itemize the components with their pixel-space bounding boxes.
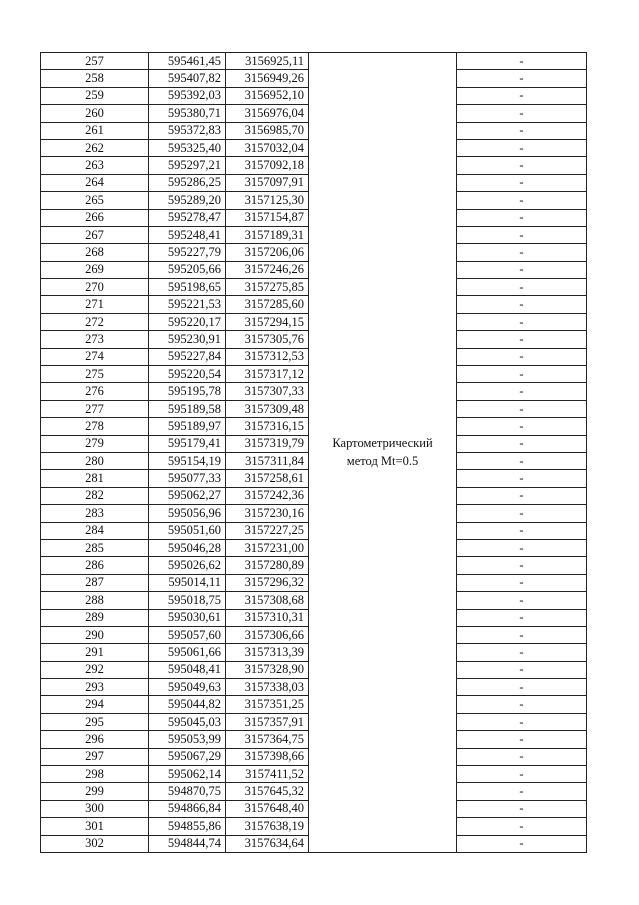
x-coordinate-cell: 595048,41 [149, 661, 226, 678]
point-number-cell: 302 [41, 835, 149, 852]
y-coordinate-cell: 3157398,66 [226, 748, 309, 765]
x-coordinate-cell: 595380,71 [149, 105, 226, 122]
note-cell: - [457, 366, 587, 383]
y-coordinate-cell: 3157154,87 [226, 209, 309, 226]
note-cell: - [457, 783, 587, 800]
x-coordinate-cell: 595407,82 [149, 70, 226, 87]
x-coordinate-cell: 595227,79 [149, 244, 226, 261]
x-coordinate-cell: 595461,45 [149, 53, 226, 70]
note-cell: - [457, 748, 587, 765]
point-number-cell: 266 [41, 209, 149, 226]
y-coordinate-cell: 3157310,31 [226, 609, 309, 626]
note-cell: - [457, 418, 587, 435]
point-number-cell: 281 [41, 470, 149, 487]
note-cell: - [457, 209, 587, 226]
y-coordinate-cell: 3157258,61 [226, 470, 309, 487]
y-coordinate-cell: 3156985,70 [226, 122, 309, 139]
x-coordinate-cell: 595051,60 [149, 522, 226, 539]
y-coordinate-cell: 3156952,10 [226, 87, 309, 104]
x-coordinate-cell: 595077,33 [149, 470, 226, 487]
point-number-cell: 264 [41, 174, 149, 191]
note-cell: - [457, 470, 587, 487]
note-cell: - [457, 122, 587, 139]
y-coordinate-cell: 3157306,66 [226, 626, 309, 643]
x-coordinate-cell: 595325,40 [149, 139, 226, 156]
y-coordinate-cell: 3157328,90 [226, 661, 309, 678]
note-cell: - [457, 331, 587, 348]
point-number-cell: 285 [41, 539, 149, 556]
y-coordinate-cell: 3157294,15 [226, 313, 309, 330]
point-number-cell: 291 [41, 644, 149, 661]
x-coordinate-cell: 595057,60 [149, 626, 226, 643]
x-coordinate-cell: 595046,28 [149, 539, 226, 556]
note-cell: - [457, 313, 587, 330]
x-coordinate-cell: 595044,82 [149, 696, 226, 713]
y-coordinate-cell: 3157316,15 [226, 418, 309, 435]
x-coordinate-cell: 595189,97 [149, 418, 226, 435]
y-coordinate-cell: 3157285,60 [226, 296, 309, 313]
point-number-cell: 259 [41, 87, 149, 104]
point-number-cell: 283 [41, 505, 149, 522]
y-coordinate-cell: 3157097,91 [226, 174, 309, 191]
note-cell: - [457, 452, 587, 469]
x-coordinate-cell: 595018,75 [149, 592, 226, 609]
y-coordinate-cell: 3157311,84 [226, 452, 309, 469]
y-coordinate-cell: 3157357,91 [226, 713, 309, 730]
point-number-cell: 295 [41, 713, 149, 730]
y-coordinate-cell: 3157032,04 [226, 139, 309, 156]
x-coordinate-cell: 595230,91 [149, 331, 226, 348]
note-cell: - [457, 505, 587, 522]
point-number-cell: 270 [41, 279, 149, 296]
point-number-cell: 293 [41, 679, 149, 696]
y-coordinate-cell: 3157189,31 [226, 226, 309, 243]
point-number-cell: 294 [41, 696, 149, 713]
note-cell: - [457, 800, 587, 817]
point-number-cell: 258 [41, 70, 149, 87]
y-coordinate-cell: 3157242,36 [226, 487, 309, 504]
point-number-cell: 262 [41, 139, 149, 156]
point-number-cell: 290 [41, 626, 149, 643]
note-cell: - [457, 296, 587, 313]
y-coordinate-cell: 3157230,16 [226, 505, 309, 522]
point-number-cell: 288 [41, 592, 149, 609]
point-number-cell: 273 [41, 331, 149, 348]
point-number-cell: 272 [41, 313, 149, 330]
x-coordinate-cell: 595030,61 [149, 609, 226, 626]
x-coordinate-cell: 594844,74 [149, 835, 226, 852]
note-cell: - [457, 713, 587, 730]
point-number-cell: 274 [41, 348, 149, 365]
x-coordinate-cell: 595062,14 [149, 766, 226, 783]
note-cell: - [457, 835, 587, 852]
y-coordinate-cell: 3157246,26 [226, 261, 309, 278]
y-coordinate-cell: 3157364,75 [226, 731, 309, 748]
point-number-cell: 286 [41, 557, 149, 574]
y-coordinate-cell: 3156925,11 [226, 53, 309, 70]
note-cell: - [457, 766, 587, 783]
y-coordinate-cell: 3157275,85 [226, 279, 309, 296]
y-coordinate-cell: 3157319,79 [226, 435, 309, 452]
point-number-cell: 282 [41, 487, 149, 504]
note-cell: - [457, 139, 587, 156]
x-coordinate-cell: 595392,03 [149, 87, 226, 104]
x-coordinate-cell: 595372,83 [149, 122, 226, 139]
point-number-cell: 279 [41, 435, 149, 452]
x-coordinate-cell: 595053,99 [149, 731, 226, 748]
x-coordinate-cell: 595014,11 [149, 574, 226, 591]
x-coordinate-cell: 595205,66 [149, 261, 226, 278]
point-number-cell: 292 [41, 661, 149, 678]
note-cell: - [457, 487, 587, 504]
x-coordinate-cell: 595220,54 [149, 366, 226, 383]
point-number-cell: 265 [41, 192, 149, 209]
note-cell: - [457, 522, 587, 539]
x-coordinate-cell: 595278,47 [149, 209, 226, 226]
table-row [41, 53, 587, 70]
method-cell [309, 53, 457, 853]
x-coordinate-cell: 595049,63 [149, 679, 226, 696]
note-cell: - [457, 105, 587, 122]
y-coordinate-cell: 3157308,68 [226, 592, 309, 609]
note-cell: - [457, 731, 587, 748]
x-coordinate-cell: 595189,58 [149, 400, 226, 417]
y-coordinate-cell: 3157638,19 [226, 818, 309, 835]
note-cell: - [457, 818, 587, 835]
point-number-cell: 276 [41, 383, 149, 400]
point-number-cell: 297 [41, 748, 149, 765]
method-text-line-2: метод Mt=0.5 [346, 454, 419, 469]
note-cell: - [457, 400, 587, 417]
note-cell: - [457, 539, 587, 556]
x-coordinate-cell: 595248,41 [149, 226, 226, 243]
y-coordinate-cell: 3157307,33 [226, 383, 309, 400]
point-number-cell: 277 [41, 400, 149, 417]
x-coordinate-cell: 595154,19 [149, 452, 226, 469]
x-coordinate-cell: 595179,41 [149, 435, 226, 452]
x-coordinate-cell: 595061,66 [149, 644, 226, 661]
point-number-cell: 289 [41, 609, 149, 626]
point-number-cell: 267 [41, 226, 149, 243]
note-cell: - [457, 192, 587, 209]
y-coordinate-cell: 3157296,32 [226, 574, 309, 591]
y-coordinate-cell: 3157206,06 [226, 244, 309, 261]
note-cell: - [457, 679, 587, 696]
y-coordinate-cell: 3157317,12 [226, 366, 309, 383]
x-coordinate-cell: 595198,65 [149, 279, 226, 296]
x-coordinate-cell: 595227,84 [149, 348, 226, 365]
x-coordinate-cell: 595195,78 [149, 383, 226, 400]
note-cell: - [457, 592, 587, 609]
x-coordinate-cell: 595045,03 [149, 713, 226, 730]
y-coordinate-cell: 3157305,76 [226, 331, 309, 348]
point-number-cell: 269 [41, 261, 149, 278]
x-coordinate-cell: 595220,17 [149, 313, 226, 330]
x-coordinate-cell: 595062,27 [149, 487, 226, 504]
y-coordinate-cell: 3156976,04 [226, 105, 309, 122]
y-coordinate-cell: 3157280,89 [226, 557, 309, 574]
note-cell: - [457, 226, 587, 243]
x-coordinate-cell: 595297,21 [149, 157, 226, 174]
x-coordinate-cell: 595289,20 [149, 192, 226, 209]
x-coordinate-cell: 595286,25 [149, 174, 226, 191]
x-coordinate-cell: 594855,86 [149, 818, 226, 835]
note-cell: - [457, 279, 587, 296]
x-coordinate-cell: 594866,84 [149, 800, 226, 817]
x-coordinate-cell: 595056,96 [149, 505, 226, 522]
note-cell: - [457, 53, 587, 70]
y-coordinate-cell: 3157092,18 [226, 157, 309, 174]
y-coordinate-cell: 3157338,03 [226, 679, 309, 696]
point-number-cell: 260 [41, 105, 149, 122]
y-coordinate-cell: 3157634,64 [226, 835, 309, 852]
point-number-cell: 263 [41, 157, 149, 174]
note-cell: - [457, 609, 587, 626]
note-cell: - [457, 348, 587, 365]
x-coordinate-cell: 594870,75 [149, 783, 226, 800]
note-cell: - [457, 661, 587, 678]
note-cell: - [457, 244, 587, 261]
point-number-cell: 301 [41, 818, 149, 835]
note-cell: - [457, 574, 587, 591]
y-coordinate-cell: 3157231,00 [226, 539, 309, 556]
note-cell: - [457, 557, 587, 574]
y-coordinate-cell: 3157313,39 [226, 644, 309, 661]
note-cell: - [457, 261, 587, 278]
y-coordinate-cell: 3157648,40 [226, 800, 309, 817]
y-coordinate-cell: 3157125,30 [226, 192, 309, 209]
y-coordinate-cell: 3157645,32 [226, 783, 309, 800]
y-coordinate-cell: 3156949,26 [226, 70, 309, 87]
note-cell: - [457, 435, 587, 452]
y-coordinate-cell: 3157351,25 [226, 696, 309, 713]
note-cell: - [457, 626, 587, 643]
point-number-cell: 298 [41, 766, 149, 783]
x-coordinate-cell: 595067,29 [149, 748, 226, 765]
point-number-cell: 278 [41, 418, 149, 435]
point-number-cell: 284 [41, 522, 149, 539]
x-coordinate-cell: 595221,53 [149, 296, 226, 313]
note-cell: - [457, 87, 587, 104]
point-number-cell: 287 [41, 574, 149, 591]
y-coordinate-cell: 3157411,52 [226, 766, 309, 783]
point-number-cell: 261 [41, 122, 149, 139]
note-cell: - [457, 644, 587, 661]
point-number-cell: 275 [41, 366, 149, 383]
point-number-cell: 280 [41, 452, 149, 469]
point-number-cell: 296 [41, 731, 149, 748]
note-cell: - [457, 696, 587, 713]
coordinates-table-body [41, 53, 587, 853]
point-number-cell: 300 [41, 800, 149, 817]
y-coordinate-cell: 3157227,25 [226, 522, 309, 539]
point-number-cell: 299 [41, 783, 149, 800]
y-coordinate-cell: 3157309,48 [226, 400, 309, 417]
note-cell: - [457, 174, 587, 191]
note-cell: - [457, 383, 587, 400]
point-number-cell: 257 [41, 53, 149, 70]
note-cell: - [457, 157, 587, 174]
point-number-cell: 268 [41, 244, 149, 261]
method-text-line-1: Картометрический [332, 436, 433, 451]
x-coordinate-cell: 595026,62 [149, 557, 226, 574]
coordinates-table [40, 52, 587, 853]
note-cell: - [457, 70, 587, 87]
y-coordinate-cell: 3157312,53 [226, 348, 309, 365]
point-number-cell: 271 [41, 296, 149, 313]
